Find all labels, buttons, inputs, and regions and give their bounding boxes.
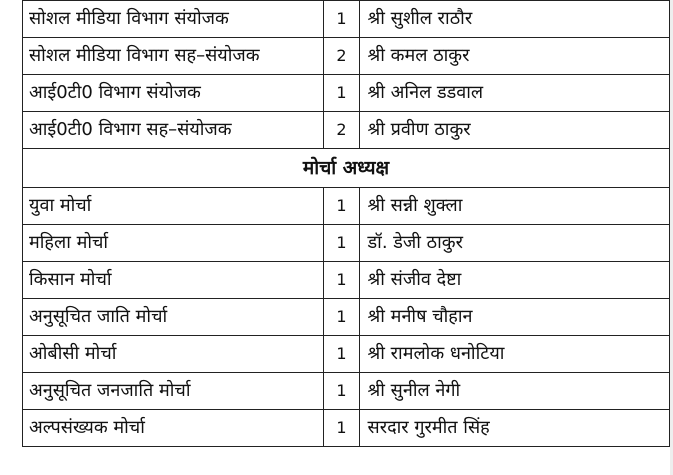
post-cell: सोशल मीडिया विभाग संयोजक (23, 1, 324, 38)
count-cell: 1 (324, 373, 359, 410)
document-page (22, 0, 670, 452)
table-row (23, 188, 670, 225)
post-cell: किसान मोर्चा (23, 262, 324, 299)
count-cell: 1 (324, 225, 359, 262)
post-cell: सोशल मीडिया विभाग सह–संयोजक (23, 38, 324, 75)
count-cell: 1 (324, 262, 359, 299)
name-cell: श्री कमल ठाकुर (359, 38, 669, 75)
name-cell: श्री प्रवीण ठाकुर (359, 112, 669, 149)
table-row (23, 299, 670, 336)
count-cell: 1 (324, 336, 359, 373)
table-row (23, 336, 670, 373)
table-row (23, 1, 670, 38)
name-cell: श्री रामलोक धनोटिया (359, 336, 669, 373)
count-cell: 1 (324, 188, 359, 225)
name-cell: श्री मनीष चौहान (359, 299, 669, 336)
count-cell: 1 (324, 410, 359, 447)
section-heading: मोर्चा अध्यक्ष (23, 149, 670, 188)
post-cell: अनुसूचित जाति मोर्चा (23, 299, 324, 336)
count-cell: 2 (324, 38, 359, 75)
post-cell: ओबीसी मोर्चा (23, 336, 324, 373)
table-row (23, 262, 670, 299)
name-cell: सरदार गुरमीत सिंह (359, 410, 669, 447)
name-cell: डॉ. डेजी ठाकुर (359, 225, 669, 262)
name-cell: श्री सुशील राठौर (359, 1, 669, 38)
table-row (23, 373, 670, 410)
post-cell: आई0टी0 विभाग संयोजक (23, 75, 324, 112)
table-row (23, 410, 670, 447)
table-row (23, 38, 670, 75)
post-cell: आई0टी0 विभाग सह–संयोजक (23, 112, 324, 149)
name-cell: श्री संजीव देष्टा (359, 262, 669, 299)
name-cell: श्री सन्नी शुक्ला (359, 188, 669, 225)
table-row (23, 75, 670, 112)
count-cell: 1 (324, 1, 359, 38)
table-row (23, 225, 670, 262)
name-cell: श्री अनिल डडवाल (359, 75, 669, 112)
post-cell: युवा मोर्चा (23, 188, 324, 225)
section-heading-row (23, 149, 670, 188)
count-cell: 2 (324, 112, 359, 149)
post-cell: अनुसूचित जनजाति मोर्चा (23, 373, 324, 410)
count-cell: 1 (324, 75, 359, 112)
table-row (23, 112, 670, 149)
count-cell: 1 (324, 299, 359, 336)
post-cell: अल्पसंख्यक मोर्चा (23, 410, 324, 447)
office-bearers-table (22, 0, 670, 447)
name-cell: श्री सुनील नेगी (359, 373, 669, 410)
post-cell: महिला मोर्चा (23, 225, 324, 262)
